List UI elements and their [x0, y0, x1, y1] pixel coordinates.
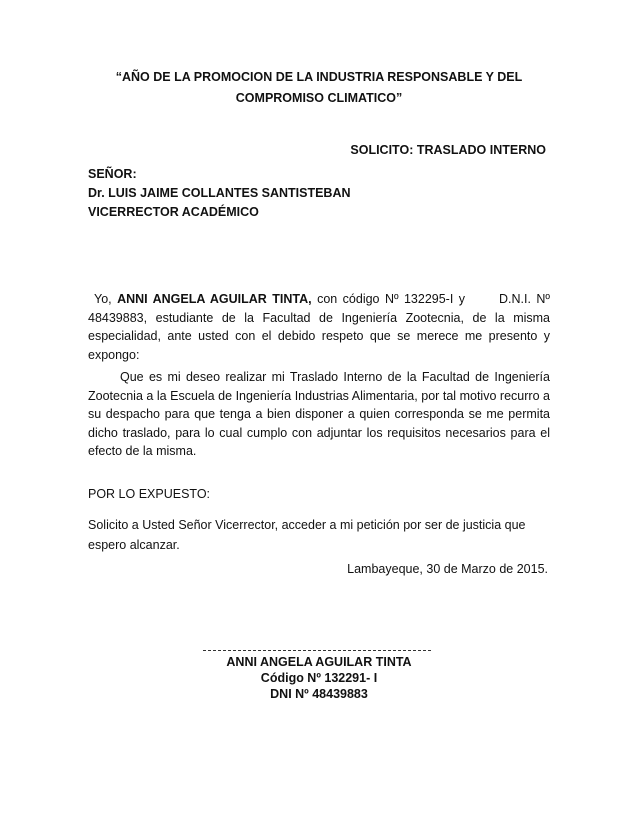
signer-code: Código Nº 132291- I — [260, 671, 378, 685]
signature-block — [160, 654, 478, 702]
paragraph-introduction — [88, 290, 550, 364]
addressee-role: VICERRECTOR ACADÉMICO — [88, 205, 259, 219]
por-lo-expuesto-label: POR LO EXPUESTO: — [88, 487, 211, 501]
request-subject: SOLICITO: TRASLADO INTERNO — [350, 143, 546, 157]
paragraph-request: Que es mi deseo realizar mi Traslado Interno de la Facultad de Ingeniería Zootecnia a la Escuela de Ingeniería Industrias Alimentaria, por tal motivo recurro a su despacho para que tenga a bien disponer a quien corresponda se me permita dicho traslado, para lo cual cumplo con adjuntar los requisitos necesarios para el efecto de la misma. — [88, 370, 550, 458]
year-motto-line-2: COMPROMISO CLIMATICO” — [235, 91, 403, 105]
signer-dni: DNI Nº 48439883 — [270, 687, 368, 701]
student-code: con código Nº 132295-I y — [311, 292, 466, 306]
year-motto-line-1: “AÑO DE LA PROMOCION DE LA INDUSTRIA RESPONSABLE Y DEL — [115, 70, 523, 84]
place-and-date: Lambayeque, 30 de Marzo de 2015. — [347, 562, 548, 576]
student-name: ANNI ANGELA AGUILAR TINTA, — [117, 292, 312, 306]
year-motto-heading — [88, 67, 550, 109]
paragraph-closing: Solicito a Usted Señor Vicerrector, acceder a mi petición por ser de justicia que espero alcanzar. — [88, 518, 526, 552]
signer-name: ANNI ANGELA AGUILAR TINTA — [226, 655, 412, 669]
intro-prefix: Yo, — [94, 292, 118, 306]
intro-rest: 48439883, estudiante de la Facultad de Ingeniería Zootecnia, de la misma especialidad, ante usted con el debido respeto que se merece me presento y expongo: — [88, 310, 550, 362]
salutation: SEÑOR: — [88, 167, 137, 181]
addressee-name: Dr. LUIS JAIME COLLANTES SANTISTEBAN — [88, 186, 351, 200]
dni-label: D.N.I. Nº — [499, 292, 550, 306]
addressee-block — [88, 165, 351, 222]
signature-line — [203, 650, 431, 651]
